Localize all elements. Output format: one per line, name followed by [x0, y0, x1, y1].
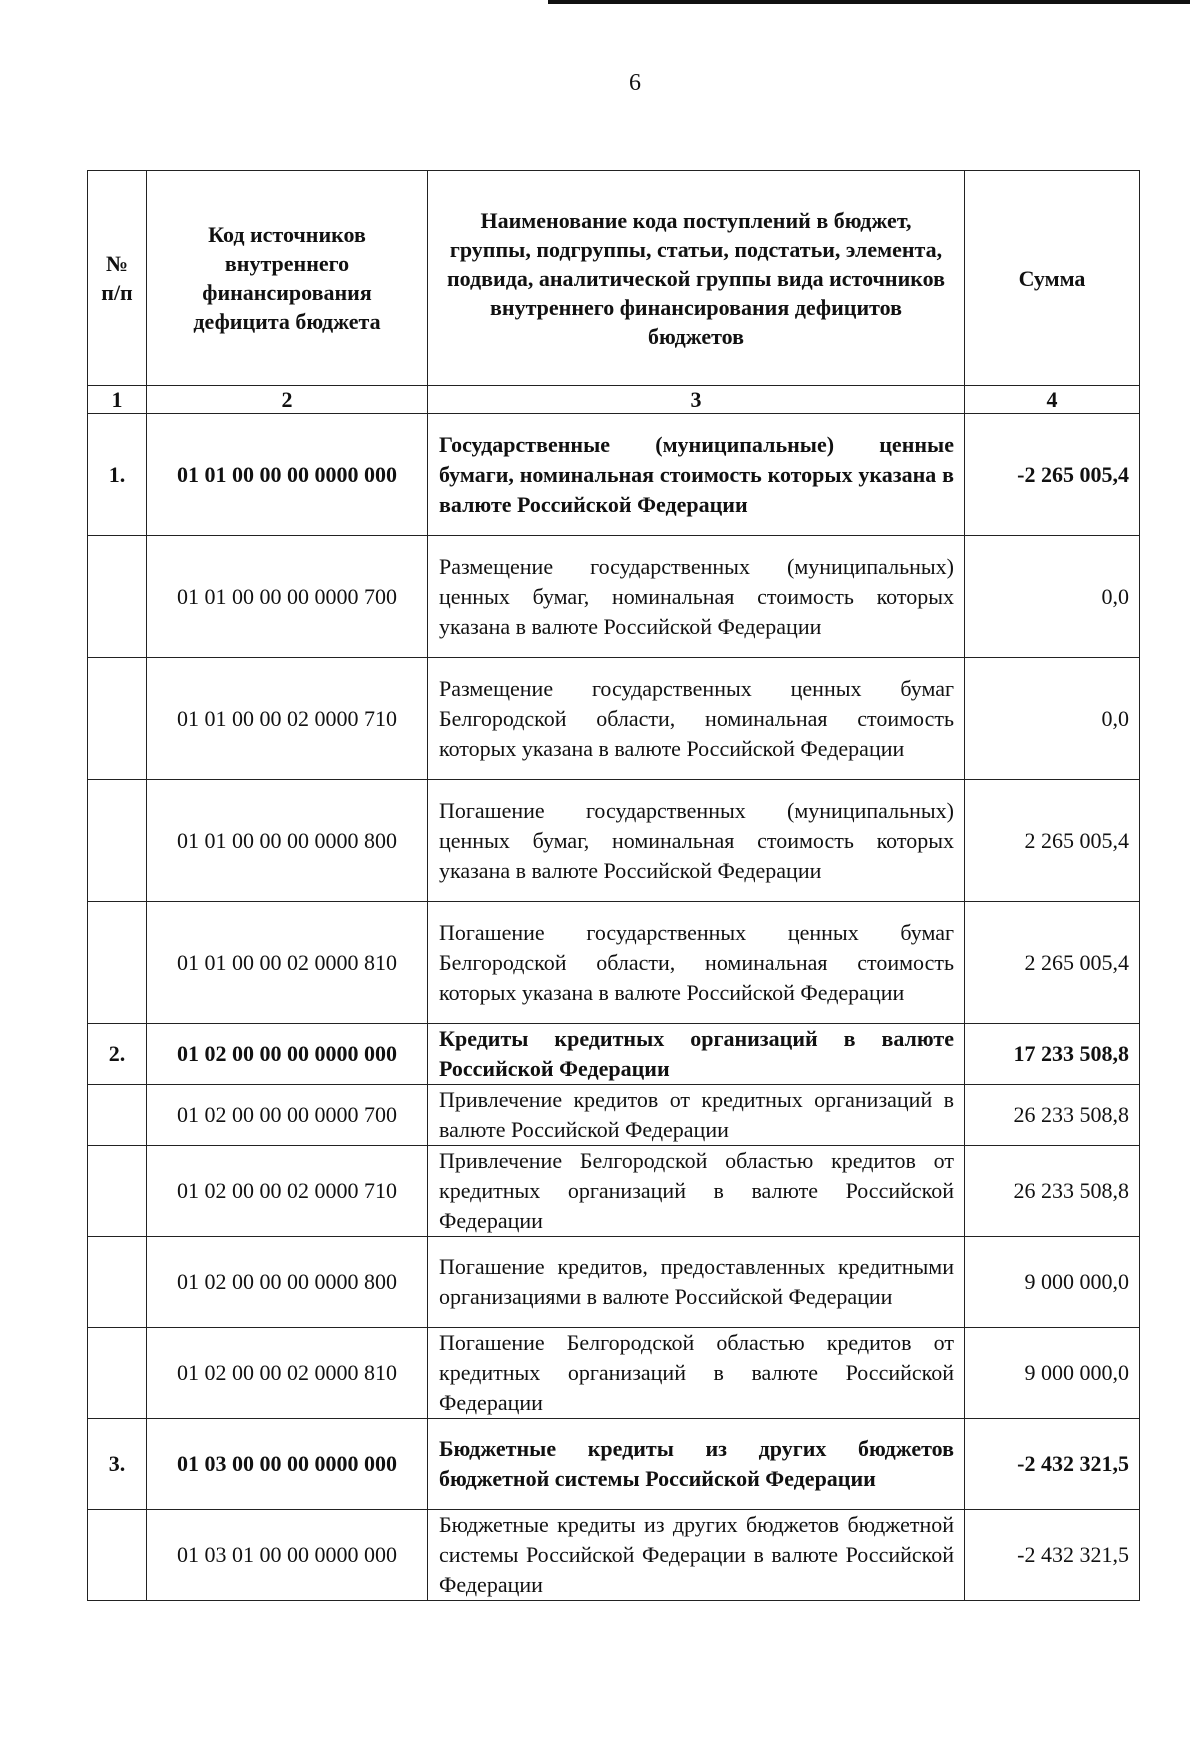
amount: 2 265 005,4 — [965, 780, 1140, 902]
amount: 9 000 000,0 — [965, 1237, 1140, 1328]
table-row — [88, 780, 1140, 902]
page-number: 6 — [629, 70, 641, 96]
code-name: Погашение кредитов, предоставленных кредитными организациями в валюте Российской Федерации — [428, 1237, 965, 1328]
table-row — [88, 1024, 1140, 1085]
header-name: Наименование кода поступлений в бюджет, группы, подгруппы, статьи, подстатьи, элемента, подвида, аналитической группы вида источников внутреннего финансирования дефицитов бюджетов — [428, 171, 965, 386]
column-number: 3 — [428, 386, 965, 414]
amount: 26 233 508,8 — [965, 1085, 1140, 1146]
source-code: 01 02 00 00 00 0000 700 — [147, 1085, 428, 1146]
amount: 2 265 005,4 — [965, 902, 1140, 1024]
row-number — [88, 536, 147, 658]
row-number — [88, 1510, 147, 1601]
table-row — [88, 1085, 1140, 1146]
code-name: Погашение Белгородской областью кредитов от кредитных организаций в валюте Российской Федерации — [428, 1328, 965, 1419]
source-code: 01 01 00 00 02 0000 810 — [147, 902, 428, 1024]
table-row — [88, 902, 1140, 1024]
column-number-row — [88, 386, 1140, 414]
row-number: 1. — [88, 414, 147, 536]
table-row — [88, 414, 1140, 536]
top-rule — [548, 0, 1190, 4]
row-number — [88, 1146, 147, 1237]
amount: -2 265 005,4 — [965, 414, 1140, 536]
table-row — [88, 536, 1140, 658]
source-code: 01 01 00 00 00 0000 700 — [147, 536, 428, 658]
header-num: № п/п — [88, 171, 147, 386]
row-number — [88, 780, 147, 902]
source-code: 01 02 00 00 00 0000 800 — [147, 1237, 428, 1328]
column-number: 2 — [147, 386, 428, 414]
row-number — [88, 1085, 147, 1146]
source-code: 01 03 00 00 00 0000 000 — [147, 1419, 428, 1510]
code-name: Кредиты кредитных организаций в валюте Российской Федерации — [428, 1024, 965, 1085]
source-code: 01 03 01 00 00 0000 000 — [147, 1510, 428, 1601]
table-row — [88, 658, 1140, 780]
table-body — [88, 414, 1140, 1601]
amount: 17 233 508,8 — [965, 1024, 1140, 1085]
table-row — [88, 1237, 1140, 1328]
code-name: Размещение государственных ценных бумаг Белгородской области, номинальная стоимость которых указана в валюте Российской Федерации — [428, 658, 965, 780]
table — [87, 170, 1140, 1601]
row-number — [88, 1328, 147, 1419]
table-row — [88, 1419, 1140, 1510]
code-name: Привлечение Белгородской областью кредитов от кредитных организаций в валюте Российской Федерации — [428, 1146, 965, 1237]
code-name: Размещение государственных (муниципальных) ценных бумаг, номинальная стоимость которых указана в валюте Российской Федерации — [428, 536, 965, 658]
code-name: Погашение государственных (муниципальных) ценных бумаг, номинальная стоимость которых указана в валюте Российской Федерации — [428, 780, 965, 902]
column-number: 4 — [965, 386, 1140, 414]
header-code: Код источников внутреннего финансирования дефицита бюджета — [147, 171, 428, 386]
row-number — [88, 1237, 147, 1328]
amount: -2 432 321,5 — [965, 1510, 1140, 1601]
source-code: 01 01 00 00 00 0000 800 — [147, 780, 428, 902]
amount: 26 233 508,8 — [965, 1146, 1140, 1237]
code-name: Бюджетные кредиты из других бюджетов бюджетной системы Российской Федерации в валюте Российской Федерации — [428, 1510, 965, 1601]
table-row — [88, 1328, 1140, 1419]
amount: -2 432 321,5 — [965, 1419, 1140, 1510]
row-number — [88, 902, 147, 1024]
amount: 0,0 — [965, 658, 1140, 780]
table-row — [88, 1146, 1140, 1237]
table-row — [88, 1510, 1140, 1601]
sources-financing-table — [87, 170, 1139, 1601]
header-row — [88, 171, 1140, 386]
row-number: 2. — [88, 1024, 147, 1085]
column-number: 1 — [88, 386, 147, 414]
source-code: 01 02 00 00 02 0000 710 — [147, 1146, 428, 1237]
row-number: 3. — [88, 1419, 147, 1510]
code-name: Государственные (муниципальные) ценные бумаги, номинальная стоимость которых указана в валюте Российской Федерации — [428, 414, 965, 536]
code-name: Бюджетные кредиты из других бюджетов бюджетной системы Российской Федерации — [428, 1419, 965, 1510]
source-code: 01 02 00 00 02 0000 810 — [147, 1328, 428, 1419]
source-code: 01 01 00 00 02 0000 710 — [147, 658, 428, 780]
code-name: Привлечение кредитов от кредитных организаций в валюте Российской Федерации — [428, 1085, 965, 1146]
header-amount: Сумма — [965, 171, 1140, 386]
source-code: 01 01 00 00 00 0000 000 — [147, 414, 428, 536]
amount: 9 000 000,0 — [965, 1328, 1140, 1419]
amount: 0,0 — [965, 536, 1140, 658]
source-code: 01 02 00 00 00 0000 000 — [147, 1024, 428, 1085]
code-name: Погашение государственных ценных бумаг Белгородской области, номинальная стоимость которых указана в валюте Российской Федерации — [428, 902, 965, 1024]
row-number — [88, 658, 147, 780]
